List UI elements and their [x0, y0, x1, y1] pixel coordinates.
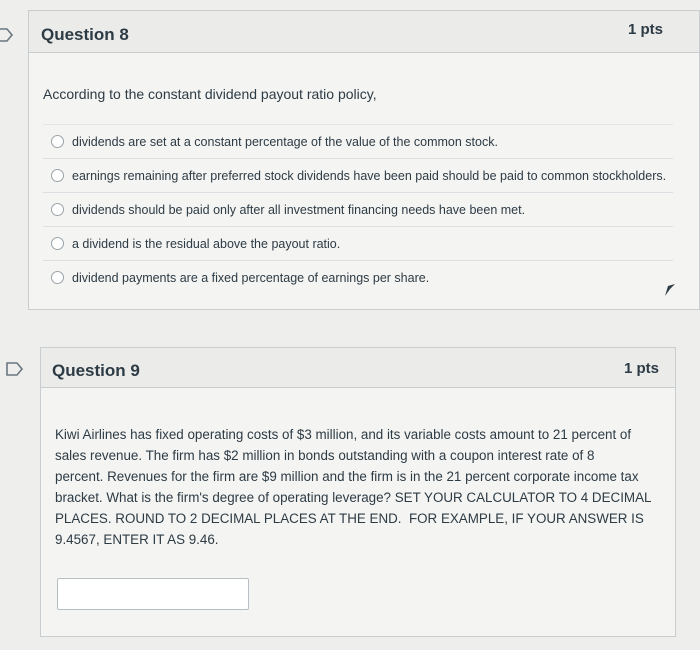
question-9-prompt-line: bracket. What is the firm's degree of operating leverage? SET YOUR CALCULATOR TO 4 DECIMAL	[55, 490, 652, 505]
question-9-points: 1 pts	[623, 360, 659, 377]
question-9-card	[40, 347, 676, 637]
answer-option-label: earnings remaining after preferred stock dividends have been paid should be paid to common stockholders.	[72, 168, 667, 183]
question-9-prompt-line: PLACES. ROUND TO 2 DECIMAL PLACES AT THE END. FOR EXAMPLE, IF YOUR ANSWER IS	[55, 511, 644, 526]
mouse-cursor-icon	[664, 283, 676, 297]
radio-button[interactable]	[51, 271, 64, 284]
question-8-header	[29, 11, 699, 53]
question-9-prompt-line: percent. Revenues for the firm are $9 million and the firm is in the 21 percent corporate income tax	[55, 469, 639, 484]
radio-button[interactable]	[51, 169, 64, 182]
question-9-header	[41, 348, 675, 388]
question-9-title: Question 9	[52, 361, 140, 380]
question-8-title: Question 8	[41, 25, 129, 44]
question-9-prompt-line: Kiwi Airlines has fixed operating costs of $3 million, and its variable costs amount to 21 percent of	[55, 427, 632, 442]
answer-option[interactable]	[43, 192, 673, 226]
answer-option[interactable]	[43, 226, 673, 260]
answer-option-label: dividends are set at a constant percentage of the value of the common stock.	[72, 134, 498, 149]
question-8-prompt: According to the constant dividend payout ratio policy,	[43, 86, 377, 102]
question-9-prompt-line: sales revenue. The firm has $2 million in bonds outstanding with a coupon interest rate of 8	[55, 448, 595, 463]
radio-button[interactable]	[51, 237, 64, 250]
question-8-card	[28, 10, 700, 310]
answer-option[interactable]	[43, 158, 673, 192]
question-9-prompt-line: 9.4567, ENTER IT AS 9.46.	[55, 532, 219, 547]
answer-option[interactable]	[43, 260, 673, 294]
question-8-points: 1 pts	[627, 21, 663, 38]
answer-option-label: dividend payments are a fixed percentage of earnings per share.	[72, 270, 430, 285]
radio-button[interactable]	[51, 135, 64, 148]
answer-option-label: a dividend is the residual above the payout ratio.	[72, 236, 341, 251]
question-9-prompt	[55, 424, 667, 550]
answer-option[interactable]	[43, 124, 673, 158]
question-9-answer-input[interactable]	[57, 578, 249, 610]
question-8-answers	[43, 124, 673, 294]
answer-option-label: dividends should be paid only after all investment financing needs have been met.	[72, 202, 526, 217]
flag-question-9-icon[interactable]	[6, 362, 24, 376]
flag-question-8-icon[interactable]	[0, 28, 14, 42]
radio-button[interactable]	[51, 203, 64, 216]
